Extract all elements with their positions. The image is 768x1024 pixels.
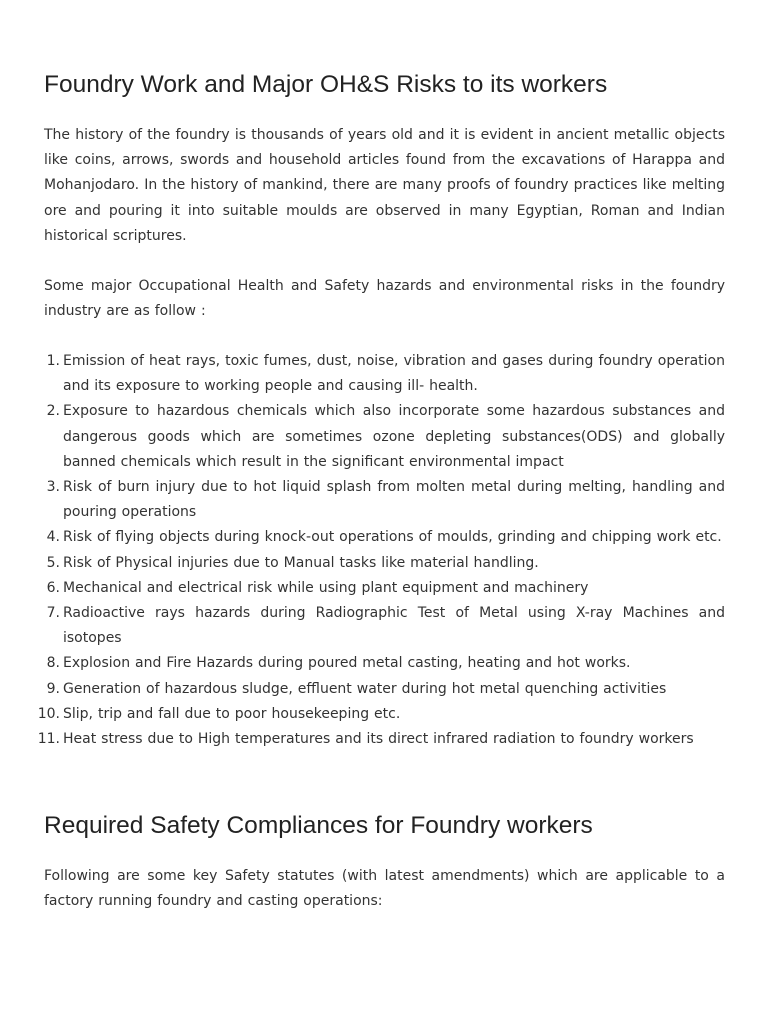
list-item-number: 4.	[46, 529, 60, 546]
list-item-number: 7.	[46, 605, 60, 622]
list-item-text: Emission of heat rays, toxic fumes, dust, noise, vibration and gases during foundry operation and its exposure to working people and causing ill- health.	[63, 353, 725, 395]
list-item-number: 9.	[46, 680, 60, 697]
intro-paragraph: The history of the foundry is thousands of years old and it is evident in ancient metallic objects like coins, arrows, swords and household articles found from the excavations of Harappa and Mohanjodaro. In the history of mankind, there are many proofs of foundry practices like melting ore and pouring it into suitable moulds are observed in many Egyptian, Roman and Indian historical scriptures.	[44, 127, 725, 244]
list-item-text: Risk of burn injury due to hot liquid splash from molten metal during melting, handling and pouring operations	[63, 479, 725, 521]
list-item	[44, 551, 725, 576]
list-item-number: 11.	[37, 731, 60, 748]
page-title: Foundry Work and Major OH&S Risks to its workers	[44, 71, 608, 98]
list-item	[37, 727, 725, 752]
list-item	[44, 399, 725, 475]
list-item-number: 5.	[46, 554, 60, 571]
list-item-number: 8.	[46, 655, 60, 672]
list-item	[44, 677, 725, 702]
section-paragraph: Following are some key Safety statutes (with latest amendments) which are applicable to a factory running foundry and casting operations:	[44, 868, 725, 910]
list-item-text: Slip, trip and fall due to poor housekeeping etc.	[63, 705, 401, 722]
list-item-text: Radioactive rays hazards during Radiographic Test of Metal using X-ray Machines and isotopes	[63, 605, 725, 647]
list-item-number: 2.	[46, 403, 60, 420]
section-heading: Required Safety Compliances for Foundry workers	[44, 812, 593, 839]
list-item-text: Generation of hazardous sludge, effluent water during hot metal quenching activities	[63, 680, 667, 697]
list-item-text: Explosion and Fire Hazards during poured metal casting, heating and hot works.	[63, 655, 631, 672]
list-item	[44, 525, 725, 550]
list-item-text: Risk of flying objects during knock-out operations of moulds, grinding and chipping work etc.	[63, 529, 722, 546]
list-item-text: Heat stress due to High temperatures and its direct infrared radiation to foundry workers	[63, 731, 694, 748]
list-item-text: Mechanical and electrical risk while using plant equipment and machinery	[63, 579, 589, 596]
list-item	[44, 651, 725, 676]
list-item-text: Exposure to hazardous chemicals which also incorporate some hazardous substances and dangerous goods which are sometimes ozone depleting substances(ODS) and globally banned chemicals which result in the significant environmental impact	[63, 403, 725, 470]
list-item	[37, 702, 725, 727]
list-item-text: Risk of Physical injuries due to Manual tasks like material handling.	[63, 554, 539, 571]
risks-list	[37, 349, 725, 752]
list-item	[44, 349, 725, 399]
list-item	[44, 475, 725, 525]
list-item	[44, 601, 725, 651]
list-item	[44, 576, 725, 601]
list-item-number: 6.	[46, 579, 60, 596]
hazards-intro-paragraph: Some major Occupational Health and Safety hazards and environmental risks in the foundry industry are as follow :	[44, 278, 725, 320]
list-item-number: 10.	[37, 705, 60, 722]
list-item-number: 1.	[46, 353, 60, 369]
list-item-number: 3.	[46, 479, 60, 496]
